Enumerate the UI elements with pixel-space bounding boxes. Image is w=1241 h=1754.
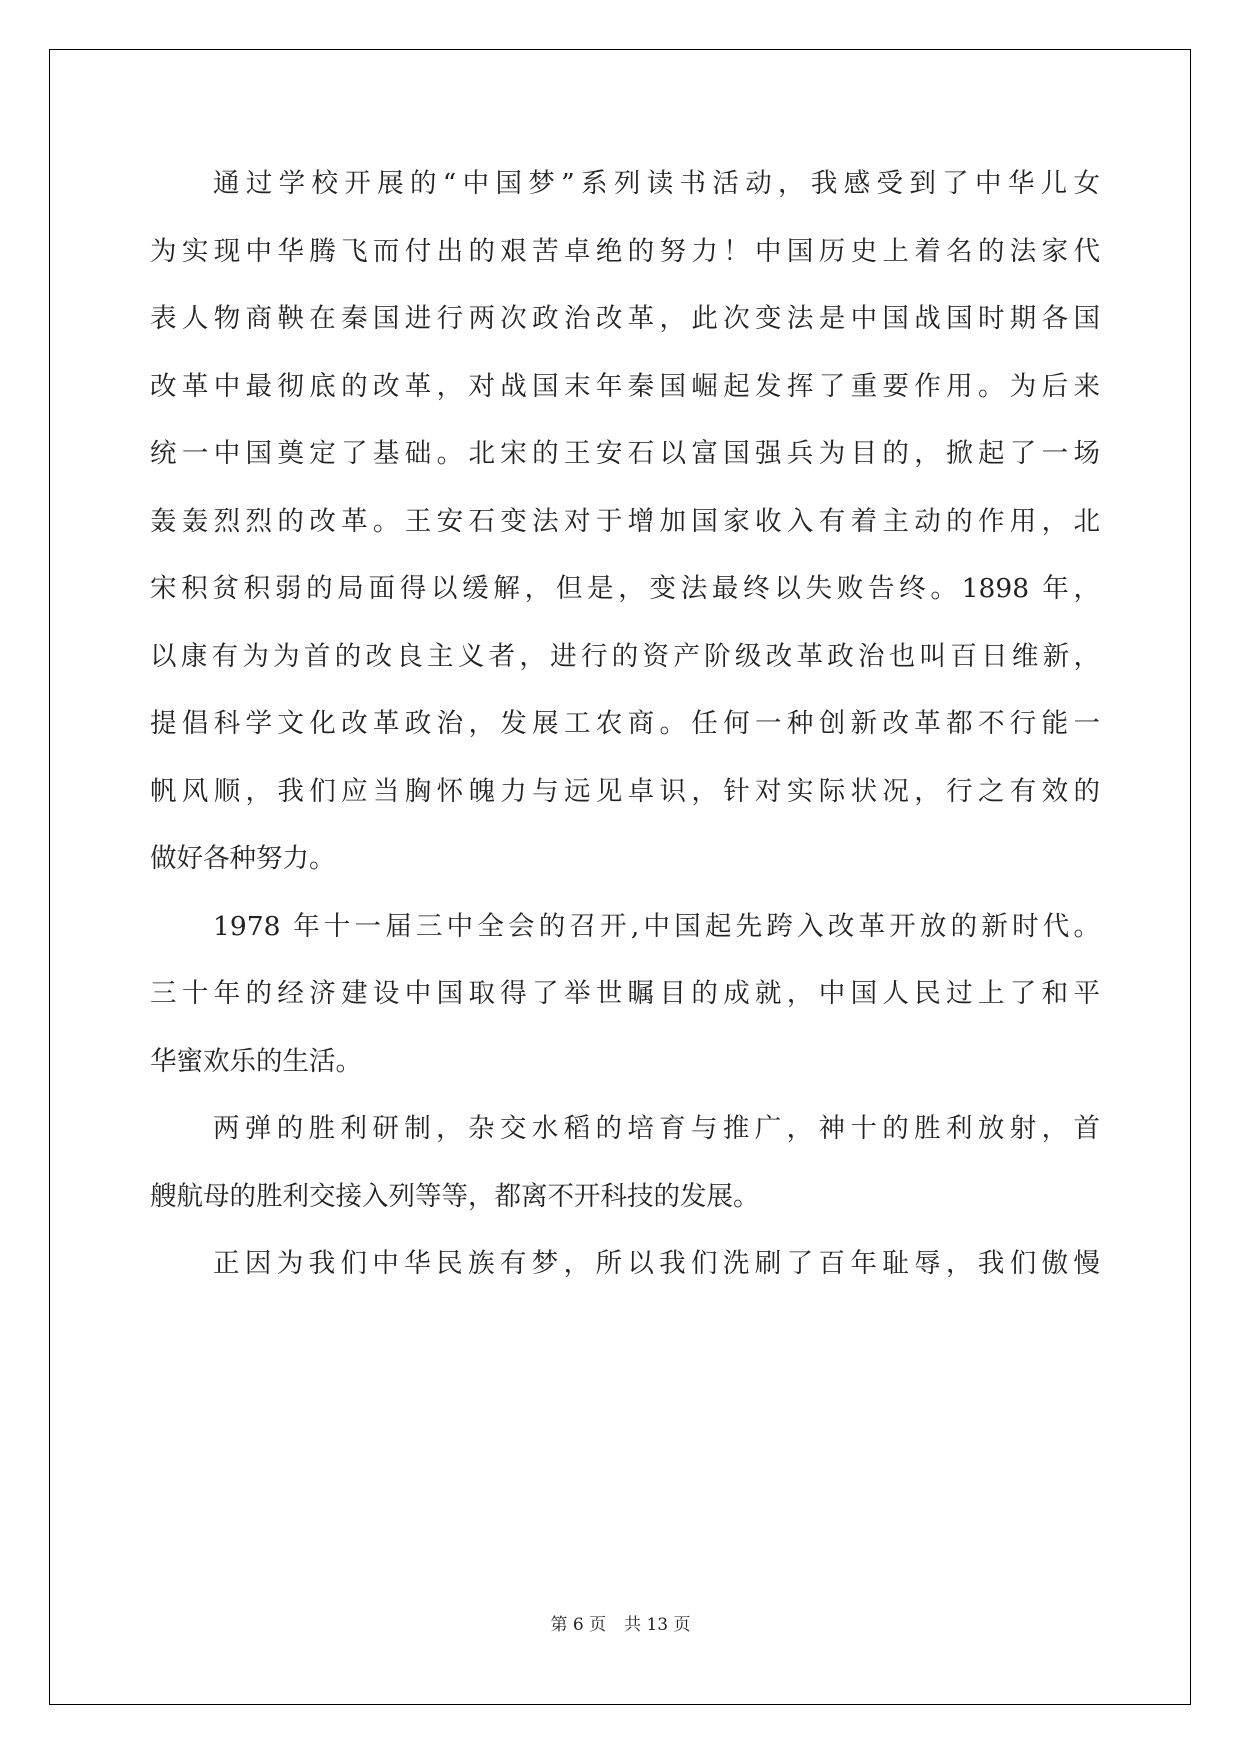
page-total: 共 13 页 [624,1615,691,1635]
document-body [150,150,1100,1298]
text-line: 华蜜欢乐的生活。 [150,1045,362,1077]
text-line: 两弹的胜利研制，杂交水稻的培育与推广，神十的胜利放射，首 [213,1113,1100,1144]
text-line: 以康有为为首的改良主义者，进行的资产阶级改革政治也叫百日维新， [150,640,1100,672]
text-line: 提倡科学文化改革政治，发展工农商。任何一种创新改革都不行能一 [150,708,1100,739]
text-line: 1978 年十一届三中全会的召开,中国起先跨入改革开放的新时代。 [213,910,1100,942]
text-line: 宋积贫积弱的局面得以缓解，但是，变法最终以失败告终。1898 年， [150,573,1100,604]
text-line: 帆风顺，我们应当胸怀魄力与远见卓识，针对实际状况，行之有效的 [150,775,1100,807]
page-number: 第 6 页 [550,1615,607,1635]
text-line: 轰轰烈烈的改革。王安石变法对于增加国家收入有着主动的作用，北 [150,505,1100,537]
text-line: 三十年的经济建设中国取得了举世瞩目的成就，中国人民过上了和平 [150,978,1100,1009]
page-footer [0,1610,1241,1635]
text-line: 艘航母的胜利交接入列等等，都离不开科技的发展。 [150,1180,760,1212]
text-line: 为实现中华腾飞而付出的艰苦卓绝的努力！中国历史上着名的法家代 [150,235,1100,267]
text-line: 做好各种努力。 [150,843,336,874]
text-line: 通过学校开展的“中国梦”系列读书活动，我感受到了中华儿女 [213,168,1100,199]
text-line: 表人物商鞅在秦国进行两次政治改革，此次变法是中国战国时期各国 [150,303,1100,334]
text-line: 正因为我们中华民族有梦，所以我们洗刷了百年耻辱，我们傲慢 [213,1248,1100,1279]
text-line: 统一中国奠定了基础。北宋的王安石以富国强兵为目的，掀起了一场 [150,438,1100,469]
text-line: 改革中最彻底的改革，对战国末年秦国崛起发挥了重要作用。为后来 [150,370,1100,402]
